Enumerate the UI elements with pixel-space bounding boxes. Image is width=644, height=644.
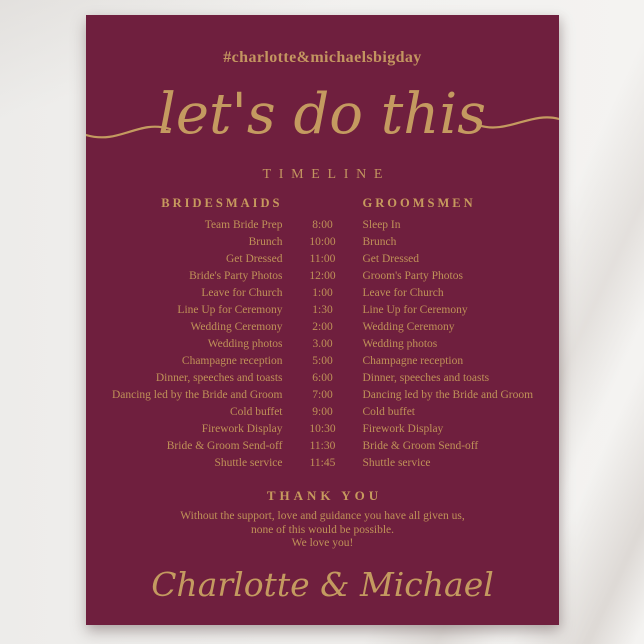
wedding-hashtag: #charlotte&michaelsbigday — [223, 49, 422, 66]
timeline-time: 11:00 — [309, 253, 336, 265]
thank-you-title: THANK YOU — [266, 488, 383, 503]
timeline-time: 11:45 — [309, 457, 336, 469]
groomsmen-activity: Brunch — [362, 236, 397, 248]
column-header-bridesmaids: BRIDESMAIDS — [161, 196, 283, 210]
groomsmen-activity: Line Up for Ceremony — [362, 304, 468, 316]
groomsmen-activity: Groom's Party Photos — [362, 270, 463, 282]
bridesmaids-activity: Firework Display — [201, 423, 283, 435]
bridesmaids-activity: Brunch — [248, 236, 283, 248]
column-header-spacer — [296, 195, 350, 217]
timeline-time: 2:00 — [312, 321, 333, 333]
groomsmen-activity: Get Dressed — [362, 253, 420, 265]
groomsmen-activity: Shuttle service — [362, 457, 431, 469]
script-heading-text: let's do this — [157, 82, 487, 147]
column-header-groomsmen: GROOMSMEN — [362, 196, 476, 210]
groomsmen-activity: Dancing led by the Bride and Groom — [362, 389, 534, 401]
couple-signature: Charlotte & Michael — [151, 564, 494, 604]
bridesmaids-activity: Team Bride Prep — [204, 219, 283, 231]
groomsmen-activity: Wedding Ceremony — [362, 321, 455, 333]
groomsmen-activity: Dinner, speeches and toasts — [362, 372, 490, 384]
bridesmaids-activity: Dancing led by the Bride and Groom — [111, 389, 283, 401]
timeline-time: 11:30 — [309, 440, 336, 452]
thank-you-line-2: none of this would be possible. — [250, 523, 395, 536]
timeline-label: TIMELINE — [262, 167, 391, 182]
bridesmaids-activity: Champagne reception — [181, 355, 283, 367]
timeline-time: 1:00 — [312, 287, 333, 299]
groomsmen-activity: Sleep In — [362, 219, 401, 231]
groomsmen-activity: Champagne reception — [362, 355, 464, 367]
bridesmaids-activity: Wedding Ceremony — [190, 321, 283, 333]
wedding-timeline-card — [86, 15, 559, 625]
timeline-time: 7:00 — [312, 389, 333, 401]
bridesmaids-activity: Get Dressed — [225, 253, 283, 265]
groomsmen-activity: Bride & Groom Send-off — [362, 440, 479, 452]
timeline-time: 12:00 — [309, 270, 336, 282]
groomsmen-activity: Cold buffet — [362, 406, 415, 418]
bridesmaids-activity: Bride & Groom Send-off — [166, 440, 283, 452]
timeline-time: 8:00 — [312, 219, 333, 231]
timeline-time: 9:00 — [312, 406, 333, 418]
bridesmaids-activity: Wedding photos — [207, 338, 283, 350]
timeline-time: 3.00 — [312, 338, 333, 350]
bridesmaids-activity: Dinner, speeches and toasts — [155, 372, 283, 384]
timeline-time: 10:30 — [309, 423, 336, 435]
timeline-time: 10:00 — [309, 236, 336, 248]
timeline-table — [92, 195, 554, 472]
bridesmaids-activity: Bride's Party Photos — [189, 270, 283, 282]
bridesmaids-activity: Shuttle service — [214, 457, 283, 469]
script-heading — [86, 69, 559, 165]
bridesmaids-activity: Cold buffet — [230, 406, 283, 418]
bridesmaids-activity: Line Up for Ceremony — [177, 304, 283, 316]
groomsmen-activity: Firework Display — [362, 423, 444, 435]
bridesmaids-activity: Leave for Church — [201, 287, 283, 299]
right-swash-flourish — [478, 117, 559, 127]
groomsmen-activity: Leave for Church — [362, 287, 444, 299]
timeline-time: 5:00 — [312, 355, 333, 367]
timeline-time: 1:30 — [312, 304, 333, 316]
thank-you-message — [86, 510, 559, 551]
thank-you-line-1: Without the support, love and guidance you have all given us, — [180, 510, 465, 522]
groomsmen-activity: Wedding photos — [362, 338, 438, 350]
thank-you-line-3: We love you! — [291, 537, 354, 549]
timeline-time: 6:00 — [312, 372, 333, 384]
